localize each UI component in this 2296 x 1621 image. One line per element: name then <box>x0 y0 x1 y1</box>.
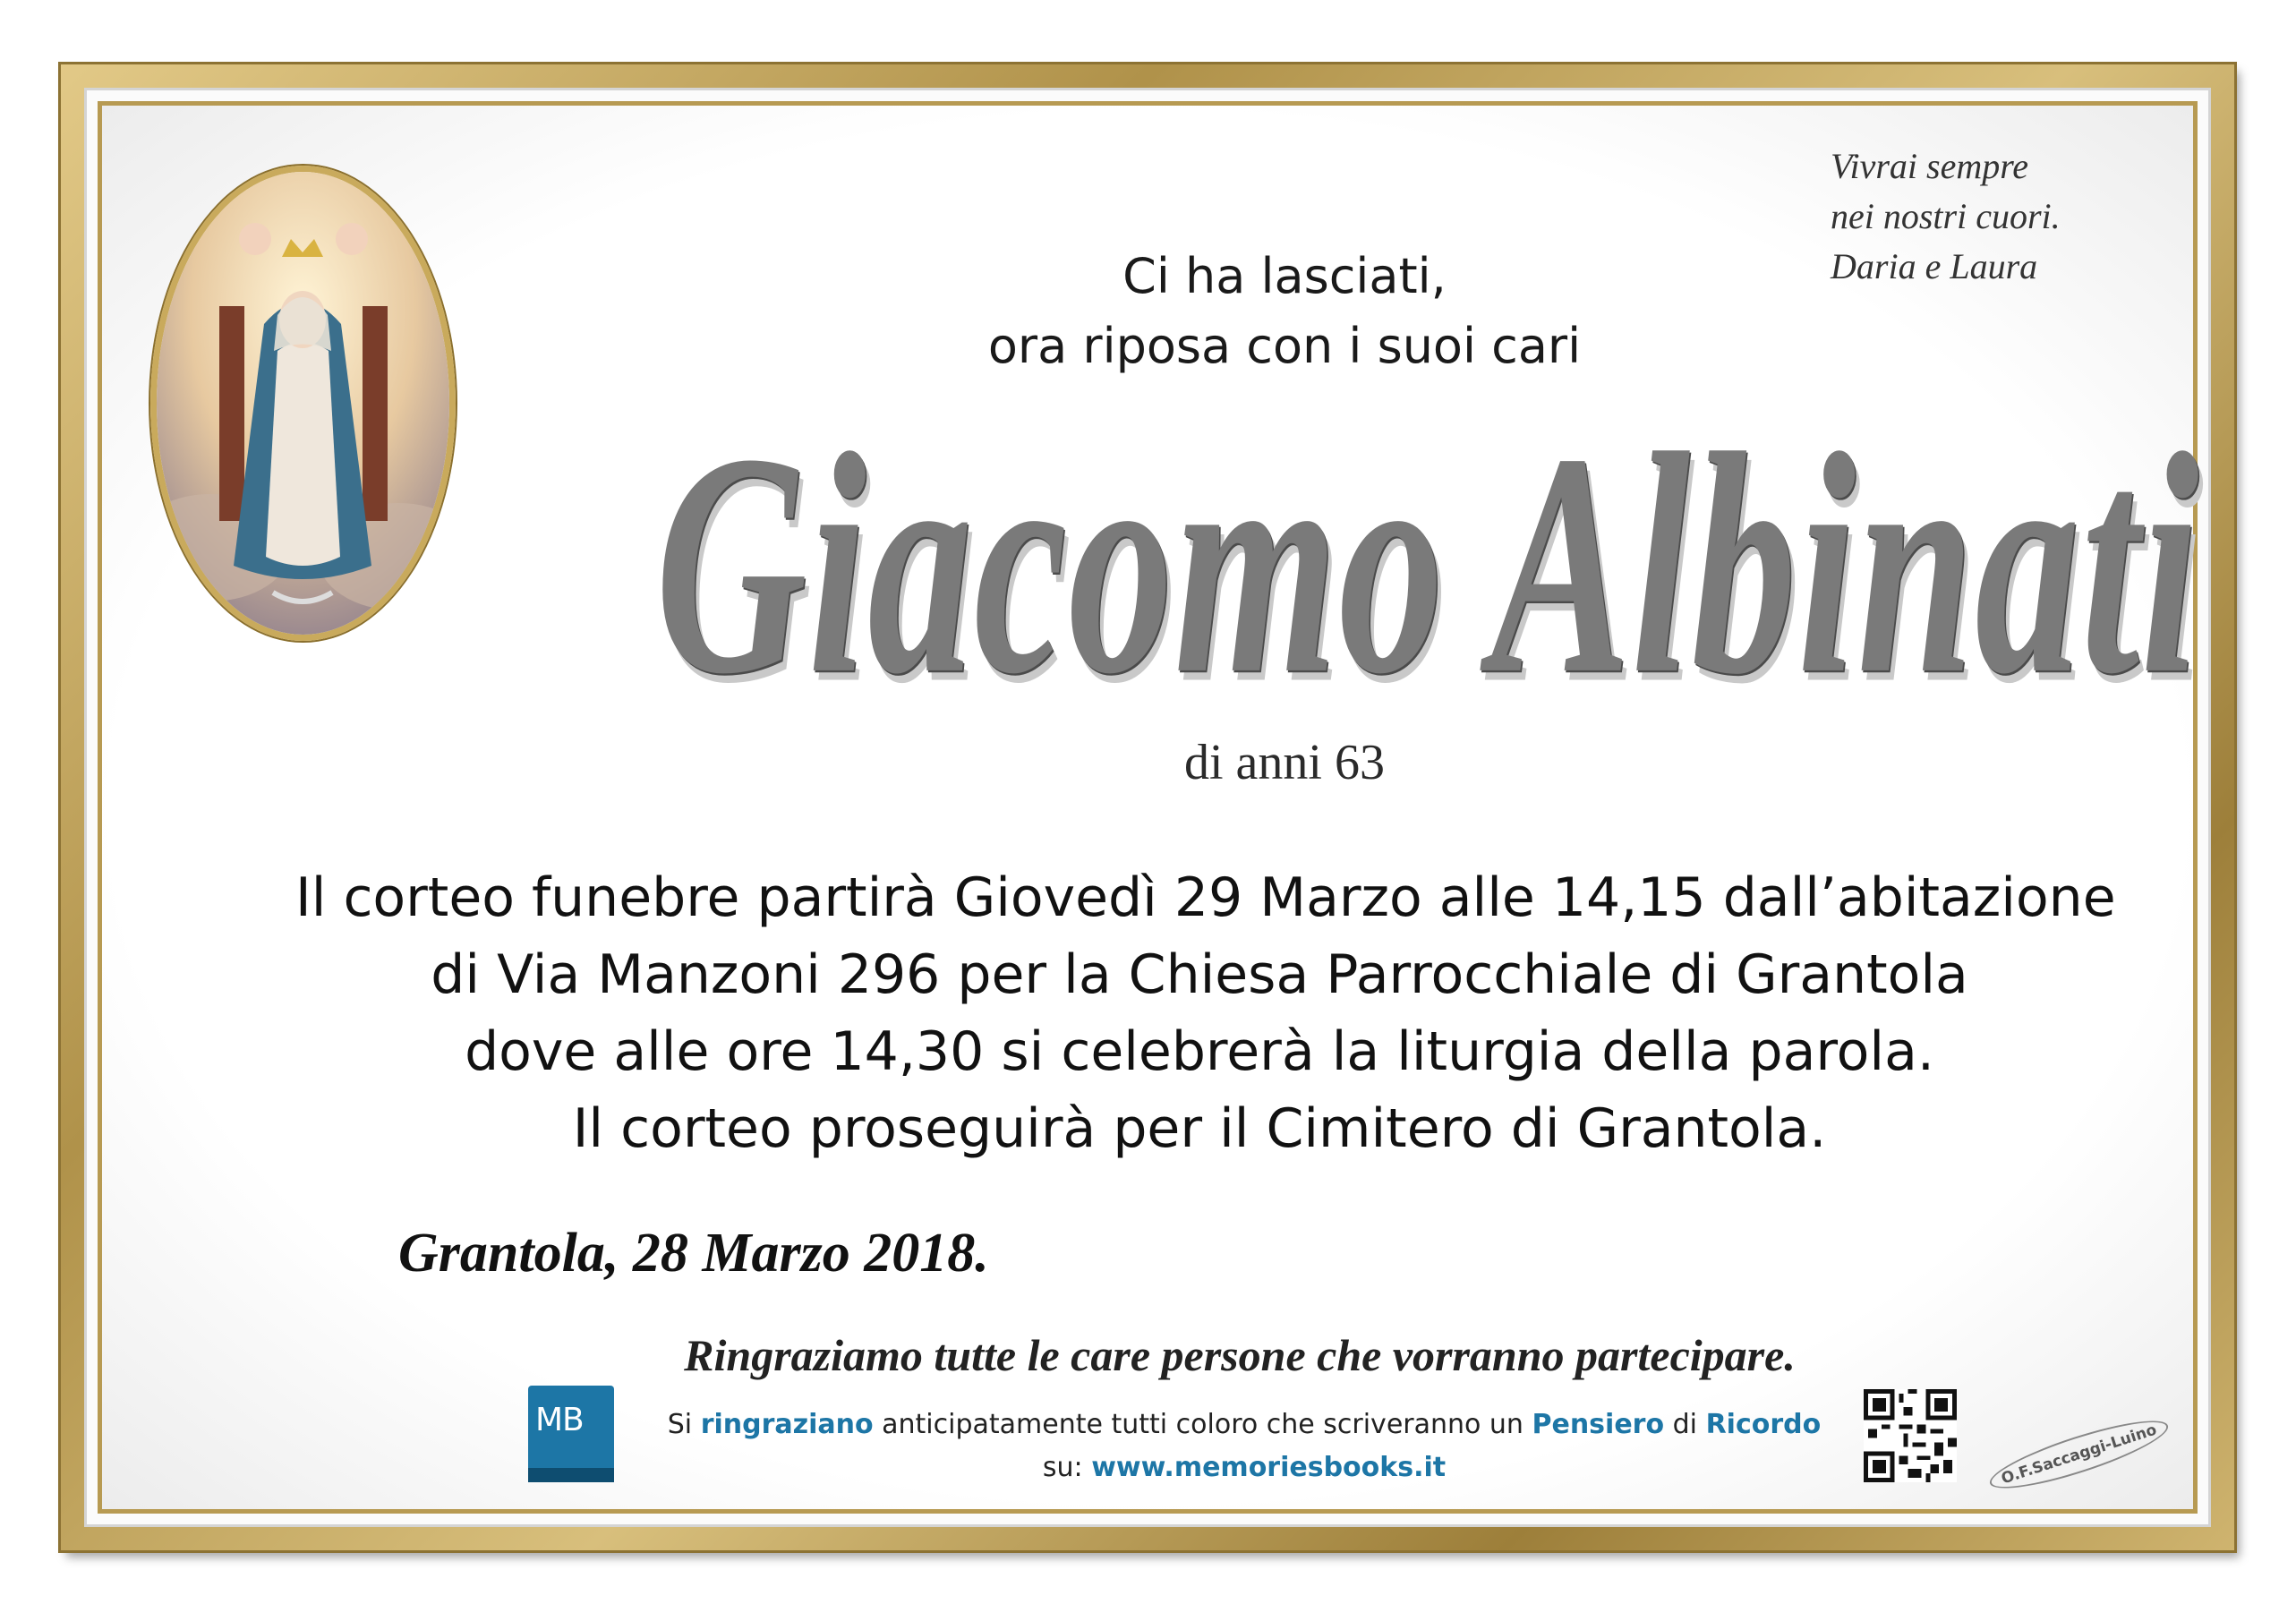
qr-code-icon <box>1864 1389 1957 1482</box>
memoriesbooks-logo <box>528 1386 614 1482</box>
place-and-date: Grantola, 28 Marzo 2018. <box>398 1223 989 1284</box>
ceremony-line: dove alle ore 14,30 si celebrerà la liturgia della parola. <box>465 1020 1934 1083</box>
quote-signature: Daria e Laura <box>1831 246 2038 286</box>
footer-word: Si <box>667 1409 693 1440</box>
intro-line: Ci ha lasciati, <box>1122 248 1447 304</box>
footer-line-1 <box>636 1403 1853 1446</box>
ceremony-details <box>295 859 2116 1167</box>
website-link[interactable]: www.memoriesbooks.it <box>1091 1452 1447 1483</box>
footer-highlight: ringraziano <box>700 1409 874 1440</box>
footer-word: di <box>1672 1409 1698 1440</box>
quote-line: Vivrai sempre <box>1831 146 2029 186</box>
funeral-home-stamp: O.F.Saccaggi-Luino <box>1984 1409 2173 1501</box>
footer-line-2 <box>636 1446 1853 1489</box>
footer-note <box>636 1403 1853 1489</box>
footer-highlight: Pensiero <box>1532 1409 1665 1440</box>
ceremony-line: di Via Manzoni 296 per la Chiesa Parrocchiale di Grantola <box>431 943 1968 1006</box>
logo-text: MB <box>535 1402 584 1438</box>
thanks-line: Ringraziamo tutte le care persone che vorranno partecipare. <box>684 1330 1796 1380</box>
deceased-name: Giacomo Albinati <box>655 388 2201 739</box>
intro-line: ora riposa con i suoi cari <box>987 318 1582 374</box>
footer-highlight: Ricordo <box>1705 1409 1822 1440</box>
quote-line: nei nostri cuori. <box>1831 196 2061 236</box>
ceremony-line: Il corteo funebre partirà Giovedì 29 Marzo alle 14,15 dall’abitazione <box>295 866 2116 929</box>
intro-text <box>806 242 1763 381</box>
footer-word: anticipatamente tutti coloro che scriveranno un <box>882 1409 1524 1440</box>
madonna-medallion-image <box>150 166 456 641</box>
age-text: di anni 63 <box>1184 735 1385 790</box>
book-icon <box>528 1468 614 1482</box>
footer-word: su: <box>1042 1452 1083 1483</box>
ceremony-line: Il corteo proseguirà per il Cimitero di Grantola. <box>572 1097 1827 1160</box>
dedication-quote <box>1831 141 2171 292</box>
